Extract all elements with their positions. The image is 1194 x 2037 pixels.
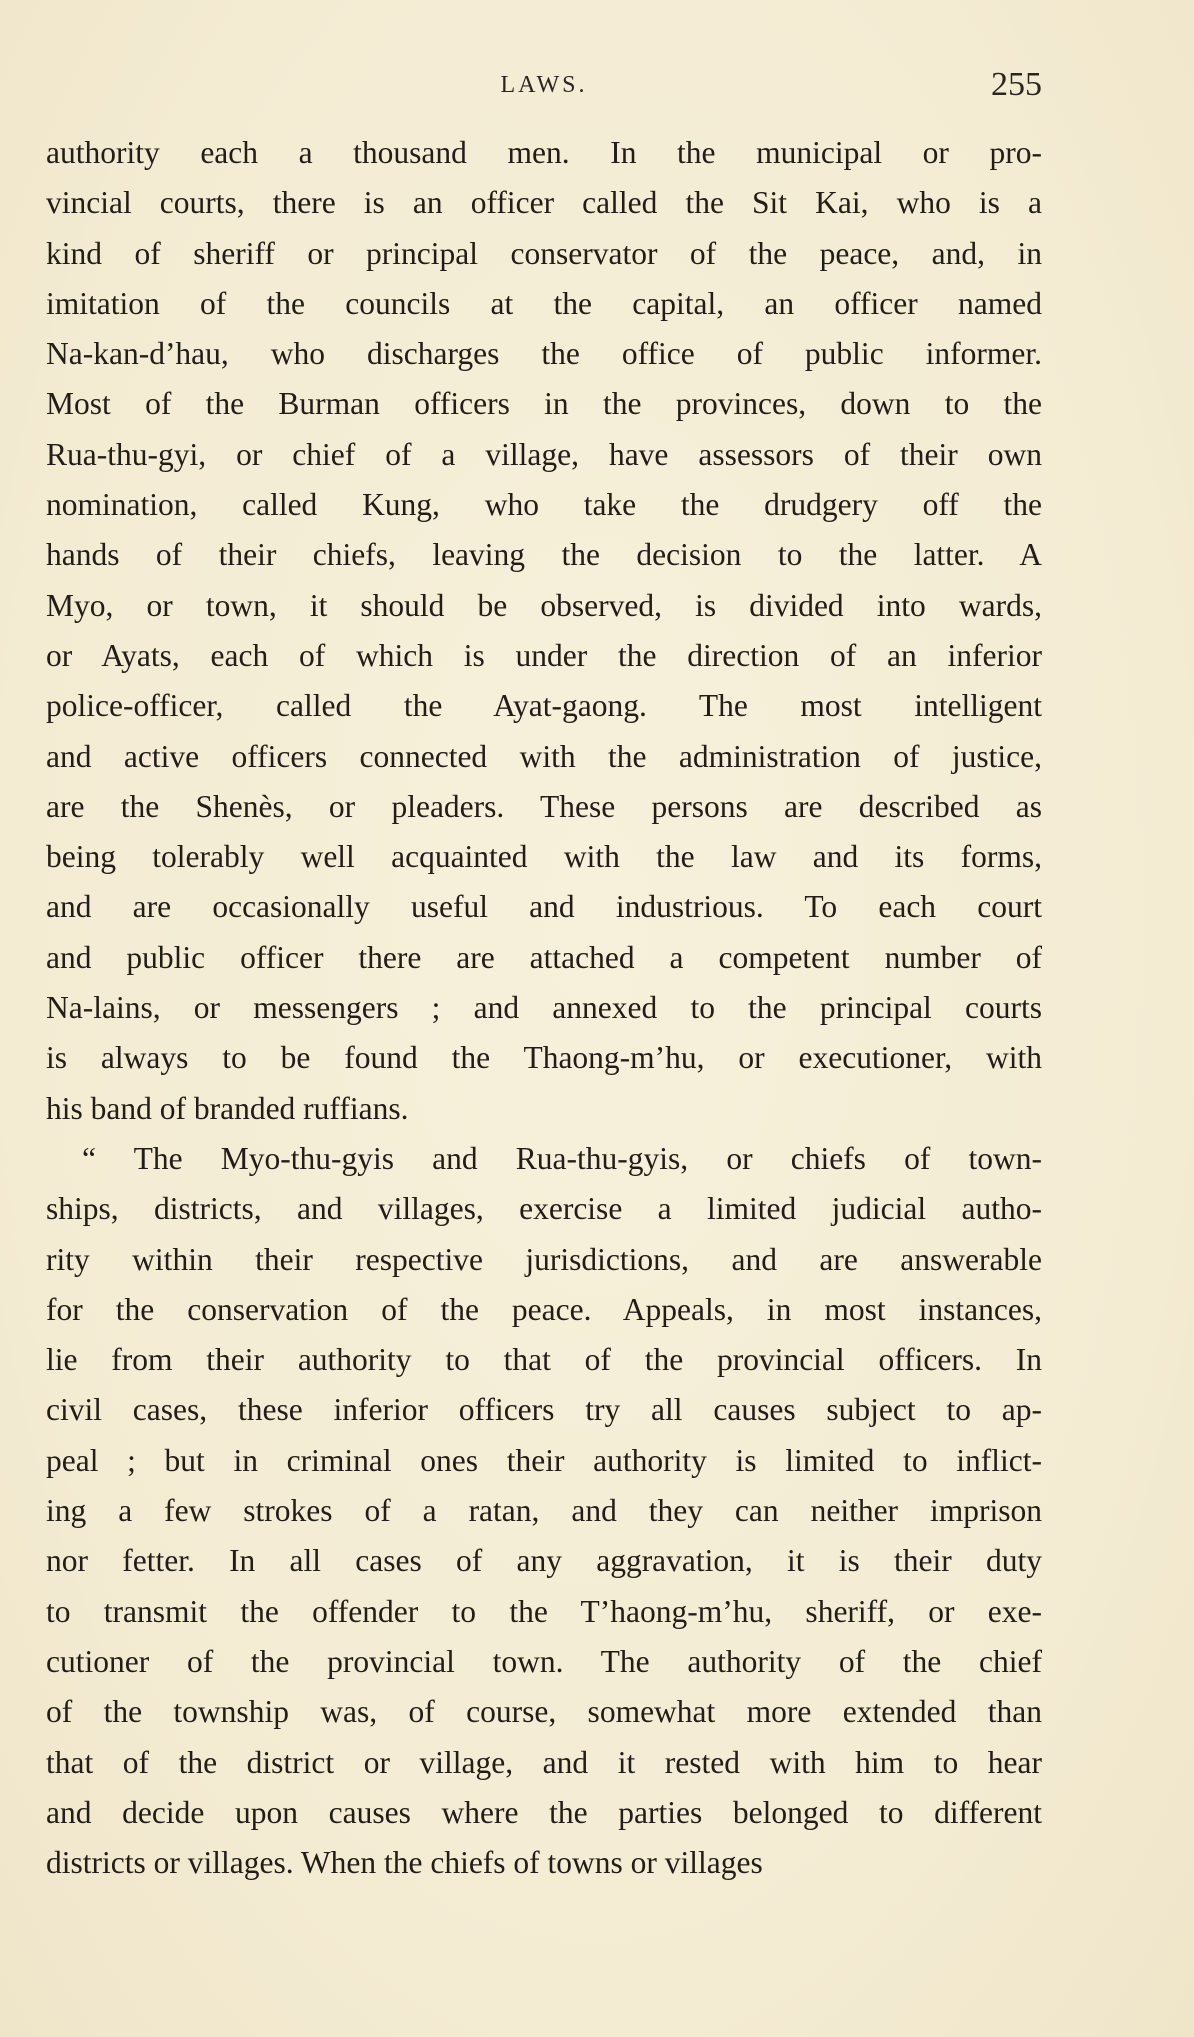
text-line: civil cases, these inferior officers try all causes subject to ap- [46,1392,1042,1428]
text-line: Myo, or town, it should be observed, is divided into wards, [46,587,1042,623]
text-line: cutioner of the provincial town. The authority of the chief [46,1643,1042,1679]
text-line: hands of their chiefs, leaving the decision to the latter. A [46,537,1042,573]
text-line: and active officers connected with the administration of justice, [46,738,1042,774]
text-line: nomination, called Kung, who take the drudgery off the [46,487,1042,523]
text-line: authority each a thousand men. In the municipal or pro- [46,135,1042,170]
text-line: and are occasionally useful and industrious. To each court [46,889,1042,925]
text-line: kind of sheriff or principal conservator of the peace, and, in [46,235,1042,271]
body-text [46,128,1042,1888]
running-title: LAWS. [500,72,588,98]
text-line: is always to be found the Thaong-m’hu, or executioner, with [46,1040,1042,1076]
text-line: lie from their authority to that of the provincial officers. In [46,1342,1042,1378]
text-line: “ The Myo-thu-gyis and Rua-thu-gyis, or chiefs of town- [82,1140,1042,1176]
text-line: nor fetter. In all cases of any aggravation, it is their duty [46,1543,1042,1579]
text-line: ships, districts, and villages, exercise a limited judicial autho- [46,1191,1042,1227]
text-line: that of the district or village, and it rested with him to hear [46,1744,1042,1780]
running-head [46,66,1042,116]
text-line: being tolerably well acquainted with the law and its forms, [46,839,1042,875]
paragraph-1 [46,128,1042,1134]
text-line: or Ayats, each of which is under the direction of an inferior [46,637,1042,673]
text-line: and public officer there are attached a competent number of [46,939,1042,975]
text-line: for the conservation of the peace. Appeals, in most instances, [46,1291,1042,1327]
text-line: rity within their respective jurisdictions, and are answerable [46,1241,1042,1277]
text-line: to transmit the offender to the T’haong-m’hu, sheriff, or exe- [46,1593,1042,1629]
text-line: Most of the Burman officers in the provinces, down to the [46,386,1042,422]
text-line: are the Shenès, or pleaders. These persons are described as [46,788,1042,824]
text-line: peal ; but in criminal ones their authority is limited to inflict- [46,1442,1042,1478]
text-line: imitation of the councils at the capital, an officer named [46,285,1042,321]
text-line: Rua-thu-gyi, or chief of a village, have assessors of their own [46,436,1042,472]
text-line: Na-lains, or messengers ; and annexed to the principal courts [46,990,1042,1026]
text-line: his band of branded ruffians. [46,1090,409,1126]
text-line: vincial courts, there is an officer called the Sit Kai, who is a [46,185,1042,221]
text-line: Na-kan-d’hau, who discharges the office of public informer. [46,336,1042,372]
page-number: 255 [991,66,1042,103]
text-line: and decide upon causes where the parties belonged to different [46,1794,1042,1830]
text-line: districts or villages. When the chiefs of towns or villages [46,1845,763,1881]
text-line: police-officer, called the Ayat-gaong. The most intelligent [46,688,1042,724]
text-line: ing a few strokes of a ratan, and they can neither imprison [46,1493,1042,1529]
paragraph-2 [46,1134,1042,1888]
text-line: of the township was, of course, somewhat more extended than [46,1694,1042,1730]
